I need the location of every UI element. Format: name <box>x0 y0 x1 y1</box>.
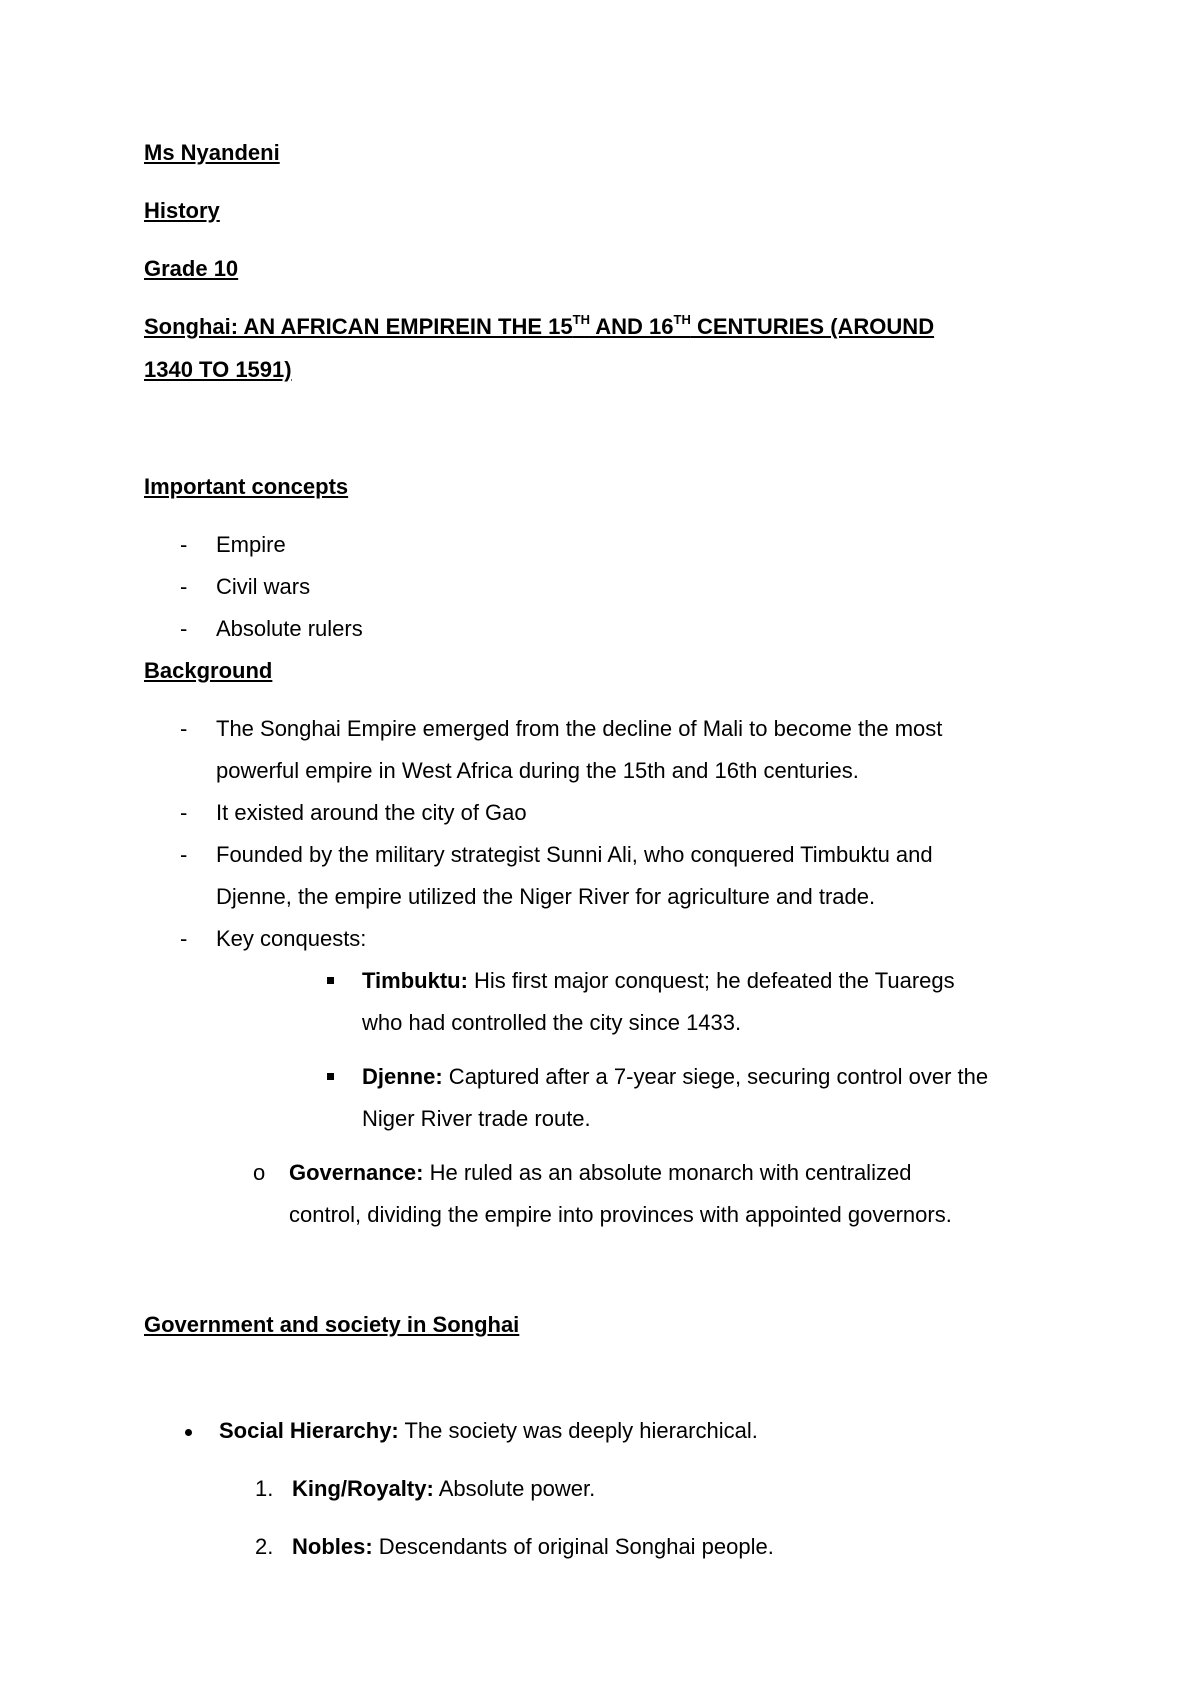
teacher-name: Ms Nyandeni <box>144 140 280 165</box>
title-part-b: AND 16 <box>589 314 674 339</box>
conquest-label: Djenne: <box>362 1064 443 1089</box>
conquest-label: Timbuktu: <box>362 968 468 993</box>
governance-text: He ruled as an absolute monarch with centralized <box>423 1160 912 1185</box>
social-hierarchy-text: The society was deeply hierarchical. <box>398 1418 758 1443</box>
background-point-4: Key conquests: <box>216 926 367 951</box>
circle-bullet-marker: o <box>253 1160 266 1185</box>
list-dash: - <box>180 616 188 641</box>
list-dash: - <box>180 926 188 951</box>
conquest-timbuktu-line1 <box>362 968 955 994</box>
document-title-line1 <box>144 314 934 340</box>
list-dash: - <box>180 800 188 825</box>
background-point-2: It existed around the city of Gao <box>216 800 527 825</box>
document-title-line2: 1340 TO 1591) <box>144 357 292 382</box>
governance-label: Governance: <box>289 1160 424 1185</box>
background-point-1-line1: The Songhai Empire emerged from the decline of Mali to become the most <box>216 716 943 741</box>
list-dash: - <box>180 716 188 741</box>
rank-item-nobles <box>292 1534 774 1560</box>
list-dash: - <box>180 842 188 867</box>
conquest-djenne-line1 <box>362 1064 988 1090</box>
rank-label: King/Royalty: <box>292 1476 434 1501</box>
title-part-c: CENTURIES (AROUND <box>690 314 935 339</box>
governance-line2: control, dividing the empire into provinces with appointed governors. <box>289 1202 952 1227</box>
concept-item: Absolute rulers <box>216 616 363 641</box>
background-point-3-line2: Djenne, the empire utilized the Niger River for agriculture and trade. <box>216 884 876 909</box>
concept-item: Empire <box>216 532 286 557</box>
title-sup-1: TH <box>572 312 590 327</box>
list-dash: - <box>180 532 188 557</box>
rank-number: 1. <box>255 1476 274 1501</box>
grade-label: Grade 10 <box>144 256 239 281</box>
conquest-timbuktu-line2: who had controlled the city since 1433. <box>362 1010 742 1035</box>
governance-line1 <box>289 1160 911 1186</box>
title-sup-2: TH <box>673 312 691 327</box>
concepts-heading: Important concepts <box>144 474 349 499</box>
list-dash: - <box>180 574 188 599</box>
social-hierarchy-label: Social Hierarchy: <box>219 1418 399 1443</box>
concept-item: Civil wars <box>216 574 311 599</box>
rank-text: Descendants of original Songhai people. <box>372 1534 774 1559</box>
conquest-text: Captured after a 7-year siege, securing control over the <box>442 1064 989 1089</box>
rank-number: 2. <box>255 1534 274 1559</box>
background-point-1-line2: powerful empire in West Africa during the 15th and 16th centuries. <box>216 758 859 783</box>
subject-name: History <box>144 198 220 223</box>
government-heading: Government and society in Songhai <box>144 1312 520 1337</box>
conquest-djenne-line2: Niger River trade route. <box>362 1106 591 1131</box>
rank-item-king <box>292 1476 595 1502</box>
title-part-a: Songhai: AN AFRICAN EMPIREIN THE 15 <box>144 314 573 339</box>
rank-text: Absolute power. <box>433 1476 596 1501</box>
round-bullet-icon <box>185 1429 192 1436</box>
conquest-text: His first major conquest; he defeated the Tuaregs <box>467 968 955 993</box>
background-point-3-line1: Founded by the military strategist Sunni Ali, who conquered Timbuktu and <box>216 842 933 867</box>
square-bullet-icon <box>327 977 334 984</box>
social-hierarchy-item <box>219 1418 758 1444</box>
background-heading: Background <box>144 658 273 683</box>
square-bullet-icon <box>327 1073 334 1080</box>
rank-label: Nobles: <box>292 1534 373 1559</box>
